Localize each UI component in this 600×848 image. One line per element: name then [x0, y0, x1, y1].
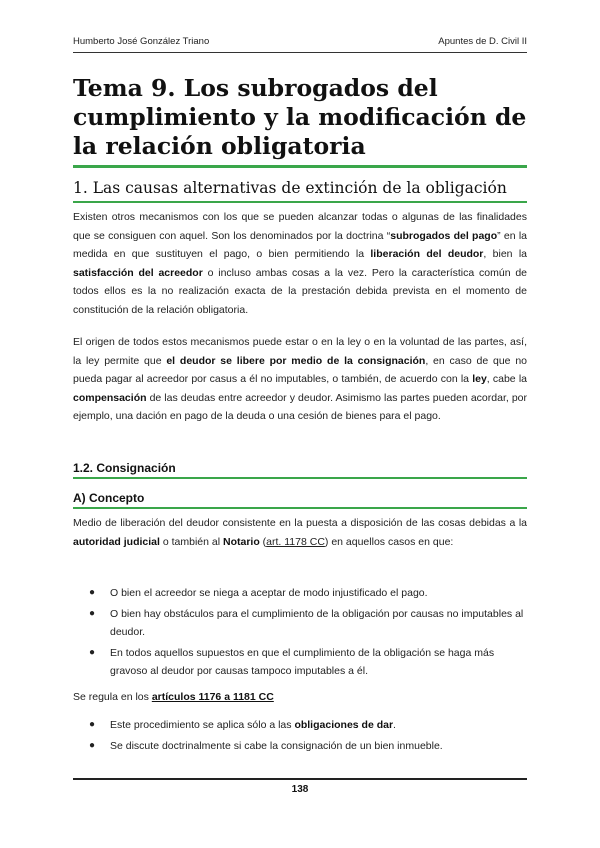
- article-link[interactable]: art. 1178 CC: [266, 535, 325, 548]
- bold-term: el deudor se libere por medio de la consignación: [166, 354, 426, 367]
- bold-term: subrogados del pago: [390, 229, 498, 242]
- concept-underline: [73, 507, 527, 509]
- text-run: Medio de liberación del deudor consistente en la puesta a disposición de las cosas debidas a la: [73, 517, 527, 529]
- header-subject: Apuntes de D. Civil II: [438, 36, 527, 47]
- bullet-icon: ●: [89, 719, 96, 730]
- list-item-text: En todos aquellos supuestos en que el cumplimiento de la obligación se haga más gravoso al deudor por causas tampoco imputables a él.: [110, 646, 495, 677]
- list-item: [73, 644, 527, 681]
- list-item: [73, 605, 527, 642]
- text-run: Se regula en los: [73, 691, 152, 703]
- bullet-icon: ●: [89, 587, 96, 598]
- cases-list: [73, 584, 527, 683]
- bullet-icon: ●: [89, 646, 96, 658]
- subsection-underline: [73, 477, 527, 479]
- text-run: o también al: [159, 535, 223, 548]
- bold-term: liberación del deudor: [370, 248, 484, 260]
- bold-term: obligaciones de dar: [294, 719, 394, 731]
- subsection-heading: 1.2. Consignación: [73, 461, 176, 475]
- paragraph-origen: [73, 333, 527, 426]
- section-underline: [73, 201, 527, 203]
- header-divider: [73, 52, 527, 53]
- concept-heading: A) Concepto: [73, 491, 145, 505]
- text-run: o incluso ambas cosas a la vez. Pero la característica común de todos ellos es la no realización exacta de la prestación debida prevista en el momento de constitución de la relación obligatoria.: [73, 266, 527, 316]
- list-item-text: O bien hay obstáculos para el cumplimiento de la obligación por causas no imputables al deudor.: [110, 607, 524, 638]
- text-run: ” en la medida en que sustituyen el pago, o bien permitiendo la: [73, 229, 527, 260]
- bold-term: Notario: [222, 535, 260, 548]
- section-heading: 1. Las causas alternativas de extinción de la obligación: [73, 179, 507, 197]
- list-item: [73, 584, 527, 603]
- paragraph-regulacion: [73, 688, 527, 707]
- text-run: El origen de todos estos mecanismos puede estar o en la ley o en la voluntad de las partes, así, la ley permite que: [73, 336, 527, 367]
- list-item: [73, 737, 527, 756]
- text-run: de las deudas entre acreedor y deudor. Asimismo las partes pueden acordar, por ejemplo, una dación en pago de la deuda o una cesión de bienes para el pago.: [73, 391, 527, 422]
- text-run: Este procedimiento se aplica sólo a las: [110, 719, 295, 731]
- procedure-list: [73, 716, 527, 757]
- running-header: [73, 36, 527, 47]
- list-item-text: O bien el acreedor se niega a aceptar de modo injustificado el pago.: [110, 587, 428, 599]
- text-run: , bien la: [483, 248, 528, 260]
- title-underline: [73, 165, 527, 168]
- header-author: Humberto José González Triano: [73, 36, 210, 47]
- text-run: .: [393, 719, 396, 731]
- bullet-icon: ●: [89, 739, 96, 751]
- bold-term: ley: [472, 373, 487, 385]
- page-number: 138: [291, 784, 309, 795]
- paragraph-subrogados: [73, 208, 527, 319]
- articles-link[interactable]: artículos 1176 a 1181 CC: [151, 691, 274, 703]
- bold-term: compensación: [73, 391, 147, 404]
- bold-term: autoridad judicial: [73, 535, 160, 548]
- text-run: (: [259, 535, 267, 548]
- bold-term: satisfacción del acreedor: [73, 266, 203, 279]
- text-run: ) en aquellos casos en que:: [324, 535, 454, 548]
- text-run: , cabe la: [486, 373, 527, 385]
- chapter-title: Tema 9. Los subrogados del cumplimiento y la modificación de la relación obligatoria: [73, 74, 527, 160]
- list-item-text: Se discute doctrinalmente si cabe la consignación de un bien inmueble.: [110, 739, 443, 752]
- footer-divider: [73, 778, 527, 780]
- text-run: Existen otros mecanismos con los que se pueden alcanzar todas o algunas de las finalidades que se consiguen con aquel. Son los denominados por la doctrina “: [73, 211, 527, 242]
- list-item: [73, 716, 527, 735]
- bullet-icon: ●: [89, 607, 96, 619]
- paragraph-concepto: [73, 514, 527, 551]
- text-run: , en caso de que no pueda pagar al acreedor por casus a él no imputables, o también, de acuerdo con la: [73, 354, 527, 385]
